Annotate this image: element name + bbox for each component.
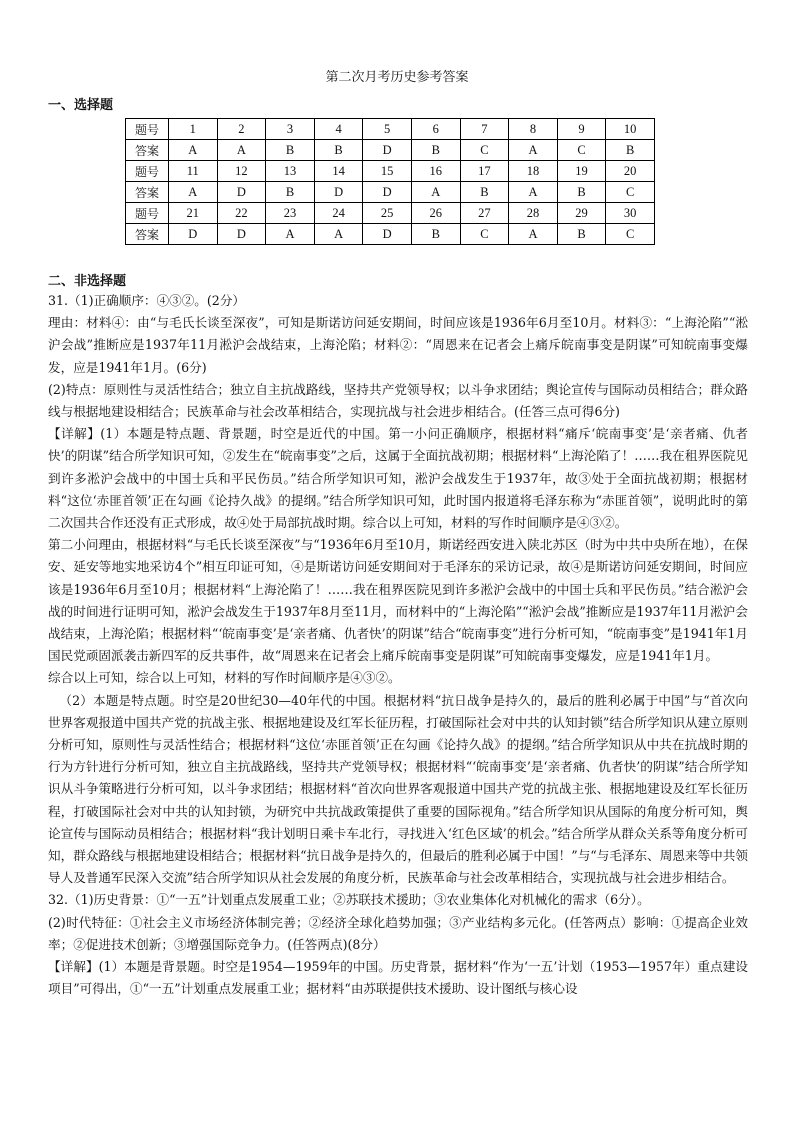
answer-table-cell: C [557,140,606,161]
answer-table-row [126,161,655,182]
answer-table-cell: 10 [606,119,655,140]
answer-table-cell: B [411,224,460,245]
answer-table-cell: D [217,224,266,245]
answer-table-row [126,140,655,161]
q31-detail-1: 【详解】(1）本题是特点题、背景题，时空是近代的中国。第一小问正确顺序，根据材料“痛斥‘皖南事变’是‘亲者痛、仇者快’的阴谋”结合所学知识可知，②发生在“皖南事变”之后，这属于全面抗战初期；根据材料“上海沦陷了！……我在租界医院见到许多淞沪会战中的中国士兵和平民伤员。”结合所学知识可知，淞沪会战发生于1937年，故③处于全面抗战初期；根据材料“这位‘赤匪首领’正在勾画《论持久战》的提纲。”结合所学知识可知，此时国内报道将毛泽东称为“赤匪首领”，说明此时的第二次国共合作还没有正式形成，故④处于局部抗战时期。综合以上可知，材料的写作时间顺序是④③②。 [48,426,748,531]
section-heading-choice: 一、选择题 [48,98,114,113]
answer-table-cell: B [606,140,655,161]
answer-table-cell: 15 [363,161,412,182]
q31-detail-3: （2）本题是特点题。时空是20世纪30—40年代的中国。根据材料“抗日战争是持久的，最后的胜利必属于中国”与“首次向世界客观报道中国共产党的抗战主张、根据地建设及红军长征历程，打破国际社会对中共的认知封锁”结合所学知识从建立原则分析可知，原则性与灵活性结合；根据材料“这位‘赤匪首领’正在勾画《论持久战》的提纲。”结合所学知识从中共在抗战时期的行为方针进行分析可知，独立自主抗战路线，坚持共产党领导权；根据材料“‘皖南事变’是‘亲者痛、仇者快’的阴谋”结合所学知识从斗争策略进行分析可知，以斗争求团结；根据材料“首次向世界客观报道中国共产党的抗战主张、根据地建设及红军长征历程，打破国际社会对中共的认知封锁，为研究中共抗战政策提供了重要的国际视角。”结合所学知识从国际的角度分析可知，舆论宣传与国际动员相结合；根据材料“我计划明日乘卡车北行，寻找进入‘红色区域’的机会。”结合所学从群众关系等角度分析可知，群众路线与根据地建设相结合；根据材料“抗日战争是持久的，但最后的胜利必属于中国！”与“与毛泽东、周恩来等中共领导人及普通军民深入交流”结合所学知识从社会发展的角度分析，民族革命与社会改革相结合，实现抗战与社会进步相结合。 [48,692,748,886]
answer-table-cell: C [606,182,655,203]
q32-part1-answer: 32.（1)历史背景：①“一五”计划重点发展重工业；②苏联技术援助；③农业集体化对机械化的需求（6分）。 [48,892,650,908]
answer-table-cell: 18 [509,161,558,182]
answer-body [48,290,748,1001]
answer-table-cell: A [411,182,460,203]
answer-table-cell: 25 [363,203,412,224]
answer-table-cell: A [266,224,315,245]
answer-table-cell: B [266,140,315,161]
answer-table-cell: A [169,140,218,161]
q31-part2-answer: (2)特点：原则性与灵活性结合；独立自主抗战路线，坚持共产党领导权；以斗争求团结；舆论宣传与国际动员相结合；群众路线与根据地建设相结合；民族革命与社会改革相结合，实现抗战与社会进步相结合。(任答三点可得6分) [48,381,748,420]
answer-table-cell: A [169,182,218,203]
answer-table-cell: A [314,224,363,245]
answer-table-cell: 17 [460,161,509,182]
answer-table-row [126,182,655,203]
q32-detail-1: 【详解】(1）本题是背景题。时空是1954—1959年的中国。历史背景，据材料“作为‘一五’计划（1953—1957年）重点建设项目”可得出，①“一五”计划重点发展重工业；据材料“由苏联提供技术援助、设计图纸与核心设 [48,959,748,997]
row-label: 题号 [126,119,169,140]
q31-detail-summary: 综合以上可知，综合以上可知，材料的写作时间顺序是④③②。 [48,670,401,686]
answer-table-cell: B [314,140,363,161]
answer-table-row [126,224,655,245]
answer-table-row [126,119,655,140]
row-label: 答案 [126,224,169,245]
answer-table-cell: B [460,182,509,203]
answer-table-cell: 14 [314,161,363,182]
answer-table-cell: 13 [266,161,315,182]
answer-table-cell: 3 [266,119,315,140]
answer-table-cell: 27 [460,203,509,224]
q31-detail-2: 第二小问理由，根据材料“与毛氏长谈至深夜”与“1936年6月至10月，斯诺经西安进入陕北苏区（时为中共中央所在地），在保安、延安等地实地采访4个”相互印证可知，④是斯诺访问延安期间对于毛泽东的采访记录，故④是斯诺访问延安期间，时间应该是1936年6月至10月；根据材料“上海沦陷了！……我在租界医院见到许多淞沪会战中的中国士兵和平民伤员。”结合淞沪会战的时间进行证明可知，淞沪会战发生于1937年8月至11月，而材料中的“上海沦陷”“淞沪会战”推断应是1937年11月淞沪会战结束，上海沦陷；根据材料“‘皖南事变’是‘亲者痛、仇者快’的阴谋”结合“皖南事变”进行分析可知，“皖南事变”是1941年1月国民党顽固派袭击新四军的反共事件，故“周恩来在记者会上痛斥皖南事变是阴谋”可知皖南事变爆发，应是1941年1月。 [48,537,748,664]
answer-table-cell: A [509,224,558,245]
answer-table-cell: B [557,182,606,203]
answer-table-cell: C [460,224,509,245]
answer-table-cell: 12 [217,161,266,182]
answer-table-cell: A [217,140,266,161]
page-title: 第二次月考历史参考答案 [325,70,469,85]
answer-table-cell: 16 [411,161,460,182]
answer-table-cell: A [509,140,558,161]
answer-table-cell: 28 [509,203,558,224]
answer-table-cell: B [557,224,606,245]
answer-table-cell: 22 [217,203,266,224]
answer-table-cell: A [509,182,558,203]
answer-table-cell: 21 [169,203,218,224]
answer-table-cell: 9 [557,119,606,140]
answer-table-cell: 19 [557,161,606,182]
answer-table-cell: D [217,182,266,203]
q31-part1-answer: 31.（1)正确顺序：④③②。(2分） [48,293,246,308]
q32-part2-answer: (2)时代特征：①社会主义市场经济体制完善；②经济全球化趋势加强；③产业结构多元化。(任答两点）影响：①提高企业效率；②促进技术创新；③增强国际竞争力。(任答两点)(8分） [48,914,748,952]
answer-table-cell: 2 [217,119,266,140]
q31-part1-reason: 理由：材料④：由“与毛氏长谈至深夜”，可知是斯诺访问延安期间，时间应该是1936年6月至10月。材料③：“上海沦陷”“淞沪会战”推断应是1937年11月淞沪会战结束，上海沦陷；材料②：“周恩来在记者会上痛斥皖南事变是阴谋”可知皖南事变爆发，应是1941年1月。(6分) [48,315,748,375]
answer-table-cell: 30 [606,203,655,224]
row-label: 题号 [126,161,169,182]
answer-table-cell: C [460,140,509,161]
answer-table-cell: 8 [509,119,558,140]
answer-table-cell: B [411,140,460,161]
row-label: 答案 [126,140,169,161]
answer-table-cell: 4 [314,119,363,140]
answer-table-cell: 11 [169,161,218,182]
section-heading-nonchoice: 二、非选择题 [48,274,127,289]
answer-table-cell: B [266,182,315,203]
answer-table [125,118,655,245]
answer-table-cell: 5 [363,119,412,140]
answer-table-cell: 26 [411,203,460,224]
row-label: 题号 [126,203,169,224]
answer-table-cell: 20 [606,161,655,182]
answer-table-cell: 24 [314,203,363,224]
answer-table-cell: 7 [460,119,509,140]
row-label: 答案 [126,182,169,203]
answer-table-cell: 29 [557,203,606,224]
answer-table-cell: D [363,182,412,203]
answer-table-cell: 1 [169,119,218,140]
answer-table-cell: 23 [266,203,315,224]
answer-table-cell: C [606,224,655,245]
answer-table-cell: D [363,224,412,245]
answer-table-cell: 6 [411,119,460,140]
answer-table-cell: D [314,182,363,203]
answer-table-cell: D [363,140,412,161]
answer-table-cell: D [169,224,218,245]
answer-table-row [126,203,655,224]
